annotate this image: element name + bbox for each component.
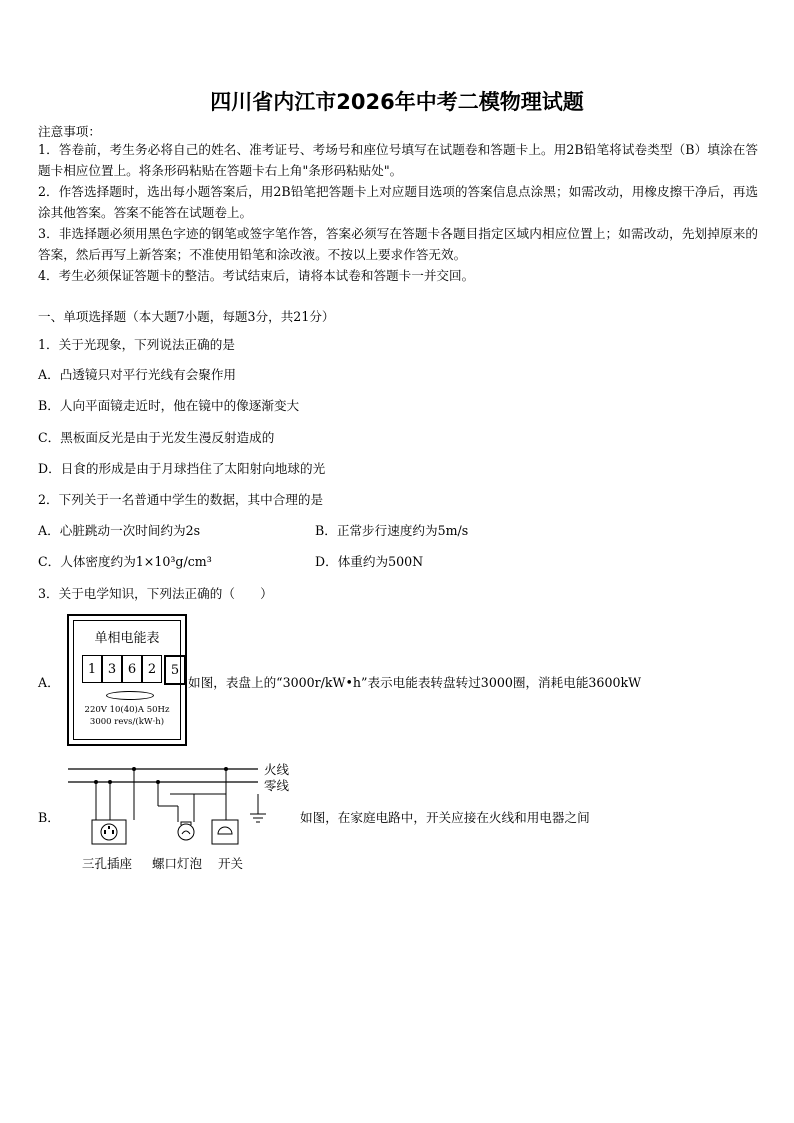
electric-meter-figure xyxy=(67,614,187,746)
meter-digit-4: 2 xyxy=(142,655,162,683)
question-1-option-a: A．凸透镜只对平行光线有会聚作用 xyxy=(38,367,237,382)
note-item-4: 4．考生必须保证答题卡的整洁。考试结束后，请将本试卷和答题卡一并交回。 xyxy=(38,268,475,283)
live-wire-label: 火线 xyxy=(264,762,290,777)
meter-disc-icon xyxy=(106,691,154,700)
question-2-option-c: C．人体密度约为1×10³g/cm³ xyxy=(38,554,212,569)
question-1-option-b: B．人向平面镜走近时，他在镜中的像逐渐变大 xyxy=(38,398,300,413)
meter-digit-3: 6 xyxy=(122,655,142,683)
note-item-2: 2．作答选择题时，选出每小题答案后，用2B铅笔把答题卡上对应题目选项的答案信息点涂黑；如需改动，用橡皮擦干净后，再选涂其他答案。答案不能答在试题卷上。 xyxy=(38,184,758,220)
question-3-stem: 3．关于电学知识，下列法正确的（ ） xyxy=(38,586,273,601)
question-1-option-d: D．日食的形成是由于月球挡住了太阳射向地球的光 xyxy=(38,461,326,476)
meter-spec-revs: 3000 revs/(kW·h) xyxy=(89,717,165,727)
question-2-option-a: A．心脏跳动一次时间约为2s xyxy=(38,523,201,538)
question-3-option-a-label: A． xyxy=(38,675,60,690)
section-heading: 一、单项选择题（本大题7小题，每题3分，共21分） xyxy=(38,309,335,324)
question-3-option-a-text: 如图，表盘上的“3000r/kW•h”表示电能表转盘转过3000圈，消耗电能3600kW xyxy=(188,675,642,690)
meter-digit-1: 1 xyxy=(82,655,102,683)
question-3-option-b-text: 如图，在家庭电路中，开关应接在火线和用电器之间 xyxy=(300,810,590,825)
question-2-option-d: D．体重约为500N xyxy=(315,554,424,569)
note-item-3: 3．非选择题必须用黑色字迹的钢笔或签字笔作答，答案必须写在答题卡各题目指定区域内相应位置上；如需改动，先划掉原来的答案，然后再写上新答案；不准使用铅笔和涂改液。不按以上要求作答无效。 xyxy=(38,226,758,262)
question-2-stem: 2．下列关于一名普通中学生的数据，其中合理的是 xyxy=(38,492,324,507)
question-1-stem: 1．关于光现象，下列说法正确的是 xyxy=(38,337,235,352)
bulb-label: 螺口灯泡 xyxy=(152,856,203,871)
meter-title: 单相电能表 xyxy=(94,631,160,646)
neutral-wire-label: 零线 xyxy=(264,778,290,793)
socket-label: 三孔插座 xyxy=(82,856,133,871)
meter-digit-2: 3 xyxy=(102,655,122,683)
note-item-1: 1．答卷前，考生务必将自己的姓名、准考证号、考场号和座位号填写在试题卷和答题卡上。用2B铅笔将试卷类型（B）填涂在答题卡相应位置上。将条形码粘贴在答题卡右上角"条形码粘贴处"。 xyxy=(38,142,758,178)
question-3-option-b-label: B． xyxy=(38,810,60,825)
switch-label: 开关 xyxy=(218,856,244,871)
question-2-option-b: B．正常步行速度约为5m/s xyxy=(315,523,469,538)
notes-heading: 注意事项： xyxy=(38,124,101,139)
meter-inner-frame xyxy=(73,620,181,740)
meter-digit-5: 5 xyxy=(164,655,186,685)
question-1-option-c: C．黑板面反光是由于光发生漫反射造成的 xyxy=(38,430,275,445)
meter-spec-rating: 220V 10(40)A 50Hz xyxy=(84,705,170,715)
page-title: 四川省内江市2026年中考二模物理试题 xyxy=(210,90,584,114)
meter-digits xyxy=(82,655,186,685)
